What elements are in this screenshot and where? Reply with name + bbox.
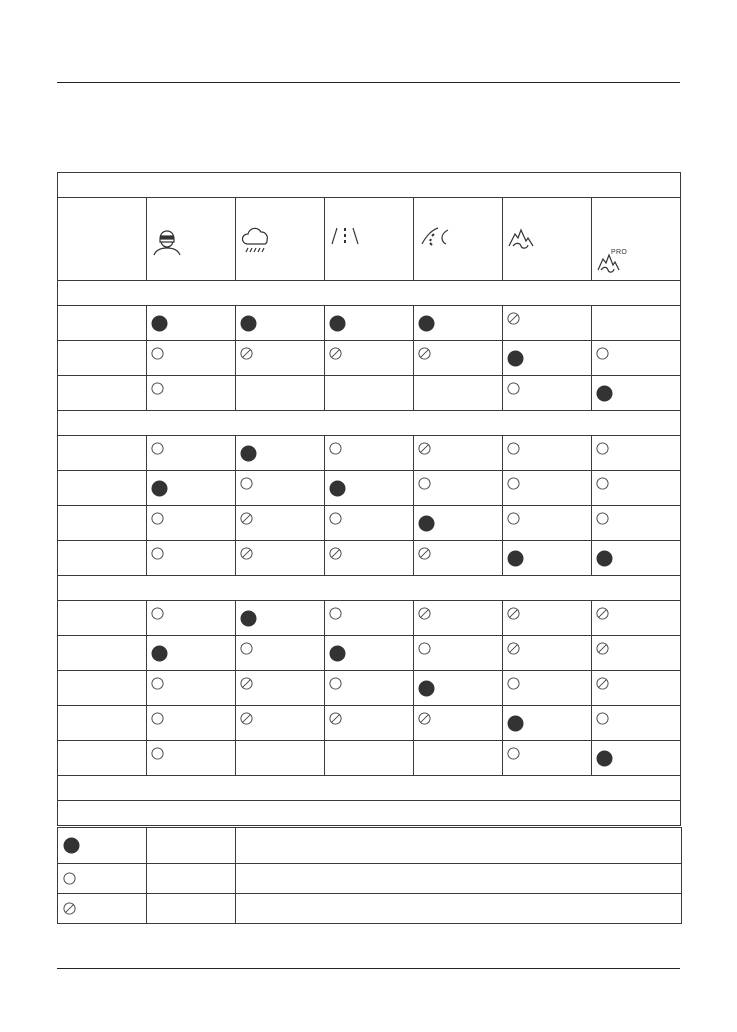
- matrix-cell: [592, 471, 681, 506]
- matrix-cell: [325, 436, 414, 471]
- open-circle-icon: [596, 442, 611, 457]
- open-circle-icon: [507, 382, 522, 397]
- slashed-circle-icon: [596, 607, 611, 622]
- matrix-cell: [147, 306, 236, 341]
- matrix-cell: [236, 306, 325, 341]
- matrix-cell: [236, 541, 325, 576]
- mountain-pro-icon: [596, 244, 628, 276]
- filled-circle-icon: [151, 315, 166, 330]
- matrix-cell: [592, 741, 681, 776]
- matrix-cell: [592, 341, 681, 376]
- slashed-circle-icon: [596, 677, 611, 692]
- row-label-cell: [58, 376, 147, 411]
- mountain-icon: [507, 224, 539, 256]
- filled-circle-icon: [240, 610, 255, 625]
- legend-term-cell: [147, 864, 236, 894]
- matrix-cell: [147, 541, 236, 576]
- legend-symbol-cell: [58, 894, 147, 924]
- row-label-cell: [58, 636, 147, 671]
- matrix-cell: [503, 436, 592, 471]
- slashed-circle-icon: [240, 347, 255, 362]
- riding-mode-matrix: [57, 172, 680, 826]
- matrix-cell: [236, 506, 325, 541]
- row-label-cell: [58, 341, 147, 376]
- road-lanes-icon: [329, 224, 361, 256]
- filled-circle-icon: [329, 645, 344, 660]
- matrix-row: [58, 541, 681, 576]
- matrix-cell: [414, 706, 503, 741]
- matrix-cell: [147, 671, 236, 706]
- legend-term-cell: [147, 828, 236, 864]
- open-circle-icon: [596, 712, 611, 727]
- slashed-circle-icon: [507, 312, 522, 327]
- section-header-3: [58, 576, 681, 601]
- row-label-cell: [58, 741, 147, 776]
- matrix-cell: [325, 506, 414, 541]
- matrix-row: [58, 601, 681, 636]
- matrix-cell: [325, 671, 414, 706]
- open-circle-icon: [329, 442, 344, 457]
- slashed-circle-icon: [329, 712, 344, 727]
- matrix-cell: [503, 671, 592, 706]
- matrix-cell: [236, 601, 325, 636]
- row-label-cell: [58, 541, 147, 576]
- matrix-cell: [325, 306, 414, 341]
- matrix-cell: [236, 671, 325, 706]
- matrix-cell: [414, 471, 503, 506]
- matrix-cell: [592, 671, 681, 706]
- filled-circle-icon: [151, 645, 166, 660]
- open-circle-icon: [507, 512, 522, 527]
- matrix-cell: [325, 471, 414, 506]
- legend-row: [58, 894, 682, 924]
- open-circle-icon: [240, 642, 255, 657]
- filled-circle-icon: [596, 550, 611, 565]
- matrix-cell: [414, 741, 503, 776]
- matrix-cell: [414, 636, 503, 671]
- open-circle-icon: [596, 347, 611, 362]
- matrix-cell: [414, 601, 503, 636]
- matrix-cell: [236, 741, 325, 776]
- matrix-row: [58, 506, 681, 541]
- matrix-cell: [236, 706, 325, 741]
- slashed-circle-icon: [418, 712, 433, 727]
- row-label-cell: [58, 436, 147, 471]
- slashed-circle-icon: [507, 607, 522, 622]
- legend-description-cell: [236, 828, 682, 864]
- filled-circle-icon: [329, 315, 344, 330]
- open-circle-icon: [151, 382, 166, 397]
- open-circle-icon: [63, 872, 78, 887]
- slashed-circle-icon: [418, 607, 433, 622]
- matrix-cell: [414, 306, 503, 341]
- matrix-cell: [414, 506, 503, 541]
- matrix-cell: [503, 341, 592, 376]
- matrix-cell: [147, 436, 236, 471]
- matrix-cell: [147, 636, 236, 671]
- matrix-cell: [503, 376, 592, 411]
- open-circle-icon: [507, 442, 522, 457]
- open-circle-icon: [151, 607, 166, 622]
- matrix-cell: [503, 741, 592, 776]
- mode-column-enduro-pro: [592, 198, 681, 281]
- open-circle-icon: [151, 442, 166, 457]
- row-label-cell: [58, 706, 147, 741]
- row-label-cell: [58, 306, 147, 341]
- matrix-cell: [592, 541, 681, 576]
- matrix-cell: [147, 376, 236, 411]
- matrix-cell: [592, 601, 681, 636]
- slashed-circle-icon: [329, 547, 344, 562]
- legend-symbol-cell: [58, 864, 147, 894]
- mode-column-enduro: [503, 198, 592, 281]
- legend-description-cell: [236, 894, 682, 924]
- filled-circle-icon: [507, 550, 522, 565]
- open-circle-icon: [329, 607, 344, 622]
- row-label-cell: [58, 671, 147, 706]
- filled-circle-icon: [240, 445, 255, 460]
- matrix-cell: [592, 706, 681, 741]
- open-circle-icon: [596, 477, 611, 492]
- matrix-cell: [414, 436, 503, 471]
- slashed-circle-icon: [63, 902, 78, 917]
- matrix-cell: [503, 706, 592, 741]
- legend-row: [58, 864, 682, 894]
- open-circle-icon: [151, 747, 166, 762]
- slashed-circle-icon: [507, 642, 522, 657]
- matrix-cell: [414, 541, 503, 576]
- matrix-cell: [147, 601, 236, 636]
- open-circle-icon: [329, 512, 344, 527]
- matrix-cell: [414, 376, 503, 411]
- matrix-cell: [592, 506, 681, 541]
- slashed-circle-icon: [240, 712, 255, 727]
- matrix-cell: [325, 601, 414, 636]
- footer-rule: [57, 968, 680, 969]
- legend-symbol-cell: [58, 828, 147, 864]
- filled-circle-icon: [63, 837, 78, 852]
- matrix-row: [58, 376, 681, 411]
- open-circle-icon: [507, 677, 522, 692]
- row-label-cell: [58, 506, 147, 541]
- row-label-cell: [58, 471, 147, 506]
- slashed-circle-icon: [240, 547, 255, 562]
- section-header-2: [58, 411, 681, 436]
- matrix-cell: [325, 376, 414, 411]
- open-circle-icon: [329, 677, 344, 692]
- legend-title-row: [58, 801, 681, 826]
- legend-description-cell: [236, 864, 682, 894]
- filled-circle-icon: [240, 315, 255, 330]
- open-circle-icon: [418, 477, 433, 492]
- open-circle-icon: [151, 677, 166, 692]
- matrix-cell: [592, 436, 681, 471]
- matrix-cell: [592, 376, 681, 411]
- open-circle-icon: [418, 642, 433, 657]
- section-footer-1: [58, 776, 681, 801]
- header-rule: [57, 82, 680, 83]
- matrix-row: [58, 341, 681, 376]
- mode-column-rain: [236, 198, 325, 281]
- filled-circle-icon: [151, 480, 166, 495]
- filled-circle-icon: [418, 315, 433, 330]
- matrix-row: [58, 636, 681, 671]
- matrix-cell: [503, 601, 592, 636]
- mode-column-road: [325, 198, 414, 281]
- matrix-cell: [147, 506, 236, 541]
- matrix-row: [58, 471, 681, 506]
- filled-circle-icon: [507, 350, 522, 365]
- filled-circle-icon: [596, 750, 611, 765]
- slashed-circle-icon: [596, 642, 611, 657]
- matrix-cell: [236, 636, 325, 671]
- matrix-cell: [325, 541, 414, 576]
- matrix-cell: [236, 471, 325, 506]
- open-circle-icon: [151, 512, 166, 527]
- matrix-cell: [236, 341, 325, 376]
- matrix-cell: [147, 341, 236, 376]
- section-header-1: [58, 281, 681, 306]
- matrix-row: [58, 671, 681, 706]
- matrix-cell: [325, 636, 414, 671]
- open-circle-icon: [151, 347, 166, 362]
- filled-circle-icon: [507, 715, 522, 730]
- slashed-circle-icon: [329, 347, 344, 362]
- matrix-cell: [503, 541, 592, 576]
- mode-label: PRO: [611, 249, 628, 256]
- matrix-cell: [414, 341, 503, 376]
- matrix-row: [58, 706, 681, 741]
- mode-column-rider: [147, 198, 236, 281]
- slashed-circle-icon: [418, 347, 433, 362]
- open-circle-icon: [507, 477, 522, 492]
- matrix-cell: [325, 706, 414, 741]
- matrix-cell: [325, 341, 414, 376]
- matrix-cell: [147, 471, 236, 506]
- filled-circle-icon: [418, 515, 433, 530]
- open-circle-icon: [151, 547, 166, 562]
- matrix-cell: [503, 506, 592, 541]
- symbol-legend: [57, 827, 682, 924]
- matrix-cell: [592, 306, 681, 341]
- header-label-cell: [58, 198, 147, 281]
- mode-header-row: [58, 198, 681, 281]
- matrix-row: [58, 436, 681, 471]
- matrix-cell: [147, 706, 236, 741]
- open-circle-icon: [240, 477, 255, 492]
- row-label-cell: [58, 601, 147, 636]
- slashed-circle-icon: [418, 547, 433, 562]
- mode-column-sport: [414, 198, 503, 281]
- slashed-circle-icon: [240, 677, 255, 692]
- matrix-cell: [503, 471, 592, 506]
- matrix-cell: [147, 741, 236, 776]
- matrix-cell: [503, 306, 592, 341]
- open-circle-icon: [596, 512, 611, 527]
- filled-circle-icon: [418, 680, 433, 695]
- open-circle-icon: [151, 712, 166, 727]
- legend-row: [58, 828, 682, 864]
- slashed-circle-icon: [240, 512, 255, 527]
- matrix-title-row: [58, 173, 681, 198]
- matrix-cell: [236, 436, 325, 471]
- rain-cloud-icon: [240, 224, 272, 256]
- curve-road-icon: [418, 224, 450, 256]
- slashed-circle-icon: [418, 442, 433, 457]
- filled-circle-icon: [329, 480, 344, 495]
- legend-term-cell: [147, 894, 236, 924]
- matrix-cell: [503, 636, 592, 671]
- matrix-cell: [236, 376, 325, 411]
- matrix-row: [58, 741, 681, 776]
- open-circle-icon: [507, 747, 522, 762]
- matrix-cell: [325, 741, 414, 776]
- matrix-cell: [414, 671, 503, 706]
- filled-circle-icon: [596, 385, 611, 400]
- matrix-cell: [592, 636, 681, 671]
- rider-helmet-icon: [151, 224, 183, 256]
- matrix-row: [58, 306, 681, 341]
